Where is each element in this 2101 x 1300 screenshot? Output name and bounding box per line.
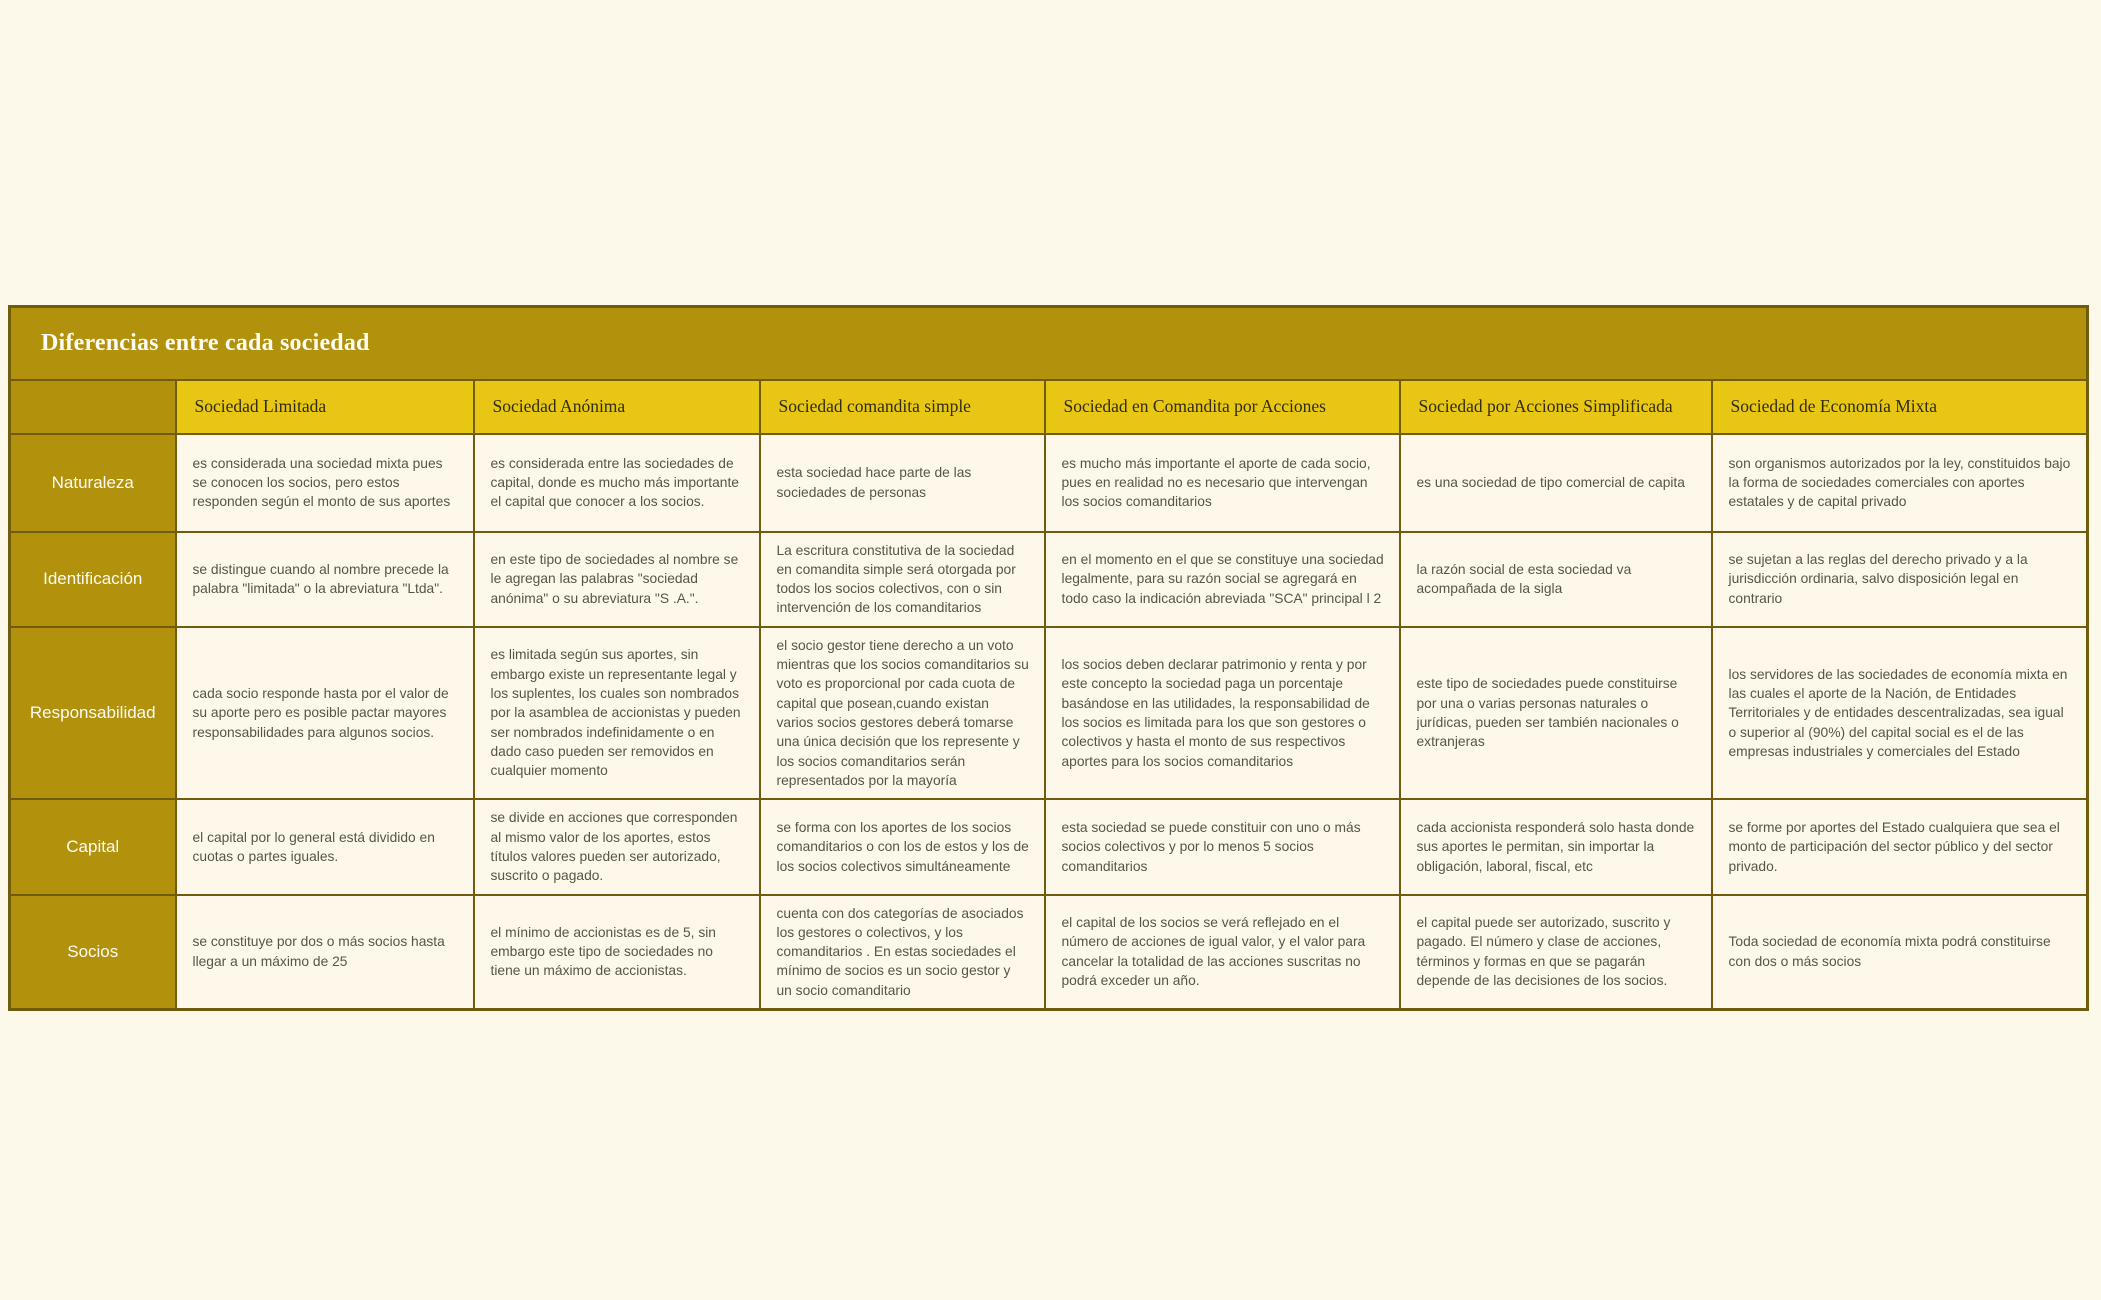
row-header-naturaleza: Naturaleza [10,434,176,532]
table-cell: cuenta con dos categorías de asociados los gestores o colectivos, y los comanditarios . En estas sociedades el mínimo de socios es un socio gestor y un socio comanditario [760,895,1045,1010]
table-cell: esta sociedad hace parte de las sociedades de personas [760,434,1045,532]
table-row-naturaleza [10,434,2088,532]
table-cell: en el momento en el que se constituye una sociedad legalmente, para su razón social se agregará en todo caso la indicación abreviada "SCA" principal l 2 [1045,532,1400,627]
comparison-table [8,305,2089,1011]
column-header-sociedad-por-acciones-simplificada: Sociedad por Acciones Simplificada [1400,380,1712,434]
table-cell: los servidores de las sociedades de economía mixta en las cuales el aporte de la Nación, de Entidades Territoriales y de entidades descentralizadas, sea igual o superior al (90%) del capital social es el de las empresas industriales y comerciales del Estado [1712,627,2088,800]
table-cell: es limitada según sus aportes, sin embargo existe un representante legal y los suplentes, los cuales son nombrados por la asamblea de accionistas y pueden ser nombrados indefinidamente o en dado caso pueden ser removidos en cualquier momento [474,627,760,800]
table-cell: el capital por lo general está dividido en cuotas o partes iguales. [176,799,474,894]
table-row-responsabilidad [10,627,2088,800]
table-cell: Toda sociedad de economía mixta podrá constituirse con dos o más socios [1712,895,2088,1010]
table-cell: el socio gestor tiene derecho a un voto mientras que los socios comanditarios su voto es proporcional por cada cuota de capital que posean,cuando existan varios socios gestores deberá tomarse una única decisión que los represente y los socios comanditarios serán representados por la mayoría [760,627,1045,800]
row-header-responsabilidad: Responsabilidad [10,627,176,800]
table-cell: La escritura constitutiva de la sociedad en comandita simple será otorgada por todos los socios colectivos, con o sin intervención de los comanditarios [760,532,1045,627]
column-header-row [10,380,2088,434]
table-cell: se distingue cuando al nombre precede la palabra "limitada" o la abreviatura "Ltda". [176,532,474,627]
row-header-identificacion: Identificación [10,532,176,627]
table-cell: es mucho más importante el aporte de cada socio, pues en realidad no es necesario que intervengan los socios comanditarios [1045,434,1400,532]
table-cell: la razón social de esta sociedad va acompañada de la sigla [1400,532,1712,627]
column-header-sociedad-comandita-simple: Sociedad comandita simple [760,380,1045,434]
table-cell: se forme por aportes del Estado cualquiera que sea el monto de participación del sector público y del sector privado. [1712,799,2088,894]
comparison-table-container [8,305,2089,1011]
table-cell: se constituye por dos o más socios hasta llegar a un máximo de 25 [176,895,474,1010]
column-header-sociedad-limitada: Sociedad Limitada [176,380,474,434]
table-cell: el capital de los socios se verá reflejado en el número de acciones de igual valor, y el valor para cancelar la totalidad de las acciones suscritas no podrá exceder un año. [1045,895,1400,1010]
table-cell: el capital puede ser autorizado, suscrito y pagado. El número y clase de acciones, términos y formas en que se pagarán depende de las decisiones de los socios. [1400,895,1712,1010]
table-cell: es considerada una sociedad mixta pues se conocen los socios, pero estos responden según el monto de sus aportes [176,434,474,532]
table-cell: en este tipo de sociedades al nombre se le agregan las palabras "sociedad anónima" o su abreviatura "S .A.". [474,532,760,627]
table-cell: es una sociedad de tipo comercial de capita [1400,434,1712,532]
table-cell: este tipo de sociedades puede constituirse por una o varias personas naturales o jurídicas, pueden ser también nacionales o extranjeras [1400,627,1712,800]
table-cell: cada accionista responderá solo hasta donde sus aportes le permitan, sin importar la obligación, laboral, fiscal, etc [1400,799,1712,894]
table-cell: los socios deben declarar patrimonio y renta y por este concepto la sociedad paga un porcentaje basándose en las utilidades, la responsabilidad de los socios es limitada para los que son gestores o colectivos y hasta el monto de sus respectivos aportes para los socios comanditarios [1045,627,1400,800]
column-header-sociedad-en-comandita-por-acciones: Sociedad en Comandita por Acciones [1045,380,1400,434]
table-title: Diferencias entre cada sociedad [10,307,2088,380]
table-cell: se sujetan a las reglas del derecho privado y a la jurisdicción ordinaria, salvo disposición legal en contrario [1712,532,2088,627]
row-header-capital: Capital [10,799,176,894]
table-cell: se divide en acciones que corresponden al mismo valor de los aportes, estos títulos valores pueden ser autorizado, suscrito o pagado. [474,799,760,894]
table-row-identificacion [10,532,2088,627]
column-header-sociedad-anonima: Sociedad Anónima [474,380,760,434]
table-cell: el mínimo de accionistas es de 5, sin embargo este tipo de sociedades no tiene un máximo de accionistas. [474,895,760,1010]
title-row [10,307,2088,380]
table-cell: son organismos autorizados por la ley, constituidos bajo la forma de sociedades comerciales con aportes estatales y de capital privado [1712,434,2088,532]
table-cell: cada socio responde hasta por el valor de su aporte pero es posible pactar mayores responsabilidades para algunos socios. [176,627,474,800]
table-cell: es considerada entre las sociedades de capital, donde es mucho más importante el capital que conocer a los socios. [474,434,760,532]
table-row-capital [10,799,2088,894]
table-cell: se forma con los aportes de los socios comanditarios o con los de estos y los de los socios colectivos simultáneamente [760,799,1045,894]
table-cell: esta sociedad se puede constituir con uno o más socios colectivos y por lo menos 5 socios comanditarios [1045,799,1400,894]
row-header-socios: Socios [10,895,176,1010]
corner-cell [10,380,176,434]
table-row-socios [10,895,2088,1010]
column-header-sociedad-de-economia-mixta: Sociedad de Economía Mixta [1712,380,2088,434]
